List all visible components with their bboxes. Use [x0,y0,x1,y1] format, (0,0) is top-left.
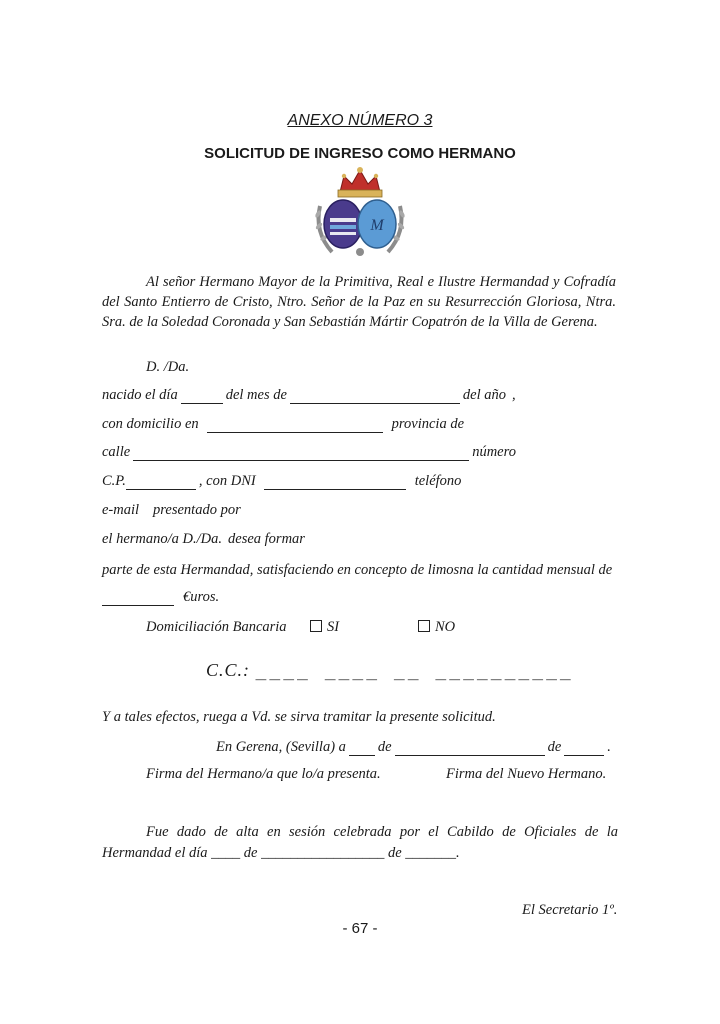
sign-day-field[interactable] [349,741,375,756]
de-label-1: de [377,739,392,755]
cp-field[interactable] [126,475,196,490]
year-label: del año [462,387,507,403]
phone-label: teléfono [414,473,462,489]
signature-presenter: Firma del Hermano/a que lo/a presenta. [146,766,381,782]
month-label: del mes de [225,387,287,403]
intro-paragraph: Al señor Hermano Mayor de la Primitiva, Real e Ilustre Hermandad y Cofradía del Santo Entierro de Cristo, Ntro. Señor de la Paz en su Resurrección Gloriosa, Ntra. Sra. de la Soledad Coronada y San Sebastián Mártir Copatrón de la Villa de Gerena. [102,274,616,330]
presented-label: presentado por [153,502,241,518]
yes-label: SI [327,619,340,635]
account-line [206,660,574,681]
sign-month-field[interactable] [395,741,545,756]
email-label: e-mail [102,502,140,518]
no-option[interactable] [418,619,455,636]
address-label: con domicilio en [102,416,199,432]
born-label: nacido el día [102,387,178,403]
page-number: - 67 - [342,920,378,937]
wish-label: desea formar [228,531,305,547]
no-checkbox[interactable] [418,620,430,632]
place-prefix: En Gerena, (Sevilla) a [216,739,346,755]
birth-day-field[interactable] [181,389,223,404]
crown-icon [338,167,382,197]
sign-year-field[interactable] [564,741,604,756]
dni-label: , con DNI [198,473,256,489]
brother-label: el hermano/a D./Da. [102,531,223,547]
de-label-2: de [547,739,562,755]
presenter-line [102,528,618,548]
address-field[interactable] [207,418,383,433]
signature-new-member: Firma del Nuevo Hermano. [446,766,607,782]
account-number-field[interactable]: ____ ____ __ __________ [255,660,574,681]
yes-option[interactable] [310,619,339,636]
euros-label: €uros. [183,589,220,605]
part-text: parte de esta Hermandad, satisfaciendo en concepto de limosna la cantidad mensual de [102,562,613,578]
street-label: calle [102,444,131,460]
name-label: D. /Da. [146,359,190,375]
right-shield-icon [358,200,396,248]
bank-label: Domiciliación Bancaria [146,619,287,635]
street-line [102,441,618,461]
number-label: número [472,444,516,460]
no-label: NO [435,619,456,635]
place-date-line [216,736,616,756]
secretary-signature: El Secretario 1º. [522,902,618,918]
email-line [102,499,618,519]
amount-field[interactable] [102,591,174,606]
svg-text:M: M [370,217,384,234]
request-text: Y a tales efectos, ruega a Vd. se sirva tramitar la presente solicitud. [102,709,496,725]
left-shield-icon [324,200,362,248]
approval-paragraph: Fue dado de alta en sesión celebrada por el Cabildo de Oficiales de la Hermandad el día ____ de _________________ de _______. [102,824,618,861]
name-line [102,356,618,376]
brotherhood-crest-icon [310,162,410,260]
cc-label: C.C.: [206,660,251,680]
form-title: SOLICITUD DE INGRESO COMO HERMANO [204,145,516,162]
amount-line [102,586,302,606]
province-label: provincia de [391,416,465,432]
birth-month-field[interactable] [290,389,460,404]
annex-heading: ANEXO NÚMERO 3 [287,112,433,129]
year-suffix: , [512,387,516,403]
cp-dni-line [102,470,618,490]
birth-line [102,384,618,404]
dni-field[interactable] [264,475,406,490]
place-period: . [607,739,611,755]
address-line [102,413,618,433]
yes-checkbox[interactable] [310,620,322,632]
street-field[interactable] [133,446,469,461]
cp-label: C.P. [102,473,126,489]
